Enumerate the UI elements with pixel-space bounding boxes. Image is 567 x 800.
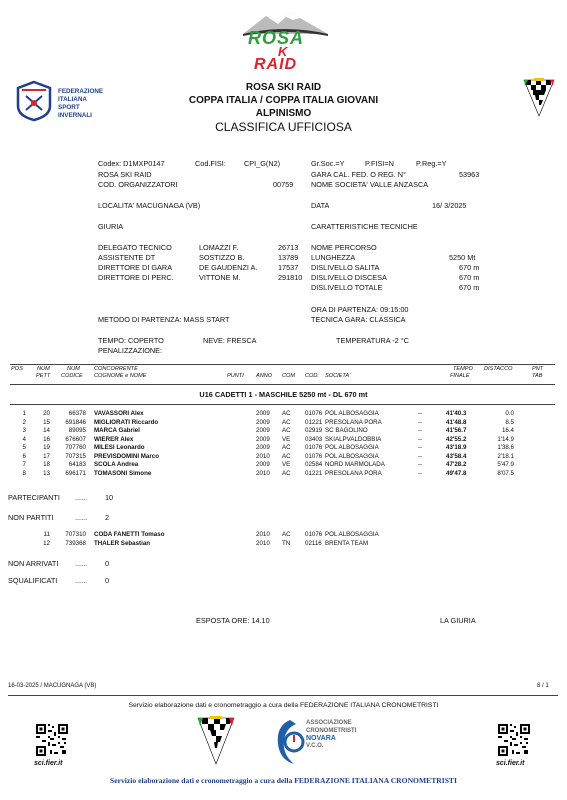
fisi-name-line1: FEDERAZIONE — [58, 88, 104, 95]
official-name: DE GAUDENZI A. — [199, 263, 258, 272]
cell-anno: 2009 — [256, 410, 270, 417]
cell-codice: 66378 — [68, 410, 86, 417]
cell-tempo: 41'40.3 — [446, 410, 467, 417]
cell-pos: 8 — [22, 469, 26, 477]
cell-codice: 89095 — [68, 427, 86, 434]
cell-com: VE — [282, 435, 291, 443]
cell-codice: 691846 — [65, 418, 86, 426]
footer-service-line: Servizio elaborazione dati e cronometraggio a cura della FEDERAZIONE ITALIANA CRONOMETRISTI — [128, 702, 439, 709]
col-tempo-2: FINALE — [450, 373, 470, 379]
cell-distacco: 2'18.1 — [497, 452, 514, 460]
cell-pett: 16 — [43, 435, 50, 443]
official-role: ASSISTENTE DT — [98, 253, 156, 262]
cell-anno: 2009 — [256, 461, 270, 468]
cell-anno: 2010 — [256, 531, 270, 538]
cell-com: AC — [282, 531, 291, 538]
fisi-name-line4: INVERNALI — [58, 112, 92, 119]
cell-distacco: 8.5 — [505, 418, 514, 426]
cell-name: PREVISDOMINI Marco — [94, 452, 159, 460]
col-distacco: DISTACCO — [484, 366, 513, 372]
cell-cod: 02584 — [305, 461, 323, 468]
cell-name: VAVASSORI Alex — [94, 410, 144, 417]
rosa-ski-raid-logo — [238, 6, 333, 76]
cell-name: WIERER Alex — [94, 435, 134, 443]
partecipanti-dots: ...... — [75, 493, 88, 502]
tech-value: 670 m — [459, 283, 480, 292]
cell-pett: 18 — [43, 461, 50, 468]
official-code: 291810 — [278, 273, 303, 282]
col-pnt-1: PNT — [532, 366, 544, 372]
assoc-line2: CRONOMETRISTI — [306, 727, 357, 734]
footer-date-place: 16-03-2025 / MACUGNAGA (VB) — [8, 683, 97, 689]
cell-anno: 2009 — [256, 435, 270, 443]
non-partiti-label: NON PARTITI — [8, 513, 54, 522]
cell-com: TN — [282, 540, 291, 547]
cell-com: AC — [282, 410, 291, 417]
cell-tempo: 49'47.8 — [446, 469, 467, 477]
p-reg: P.Reg.=Y — [416, 159, 447, 168]
cell-com: AC — [282, 427, 291, 434]
cell-cod: 02116 — [305, 540, 322, 547]
cell-distacco: 1'14.9 — [497, 435, 514, 443]
qr-code-right — [496, 722, 532, 758]
squalificati-dots: ...... — [75, 576, 88, 585]
cell-pett: 11 — [43, 531, 50, 538]
non-partiti-value: 2 — [105, 513, 110, 522]
col-pnt-2: TAB — [532, 373, 543, 379]
cell-codice: 707310 — [65, 531, 86, 538]
cell-distacco: 0.0 — [505, 410, 514, 417]
logo-k-text: K — [278, 44, 288, 59]
col-pos: POS — [11, 366, 23, 372]
sci-fier-left: sci.fier.it — [34, 760, 63, 767]
partecipanti-value: 10 — [105, 493, 114, 502]
cell-pos: 1 — [22, 410, 26, 417]
cell-dash: -- — [418, 461, 423, 468]
cell-cod: 03403 — [305, 435, 323, 443]
localita: LOCALITA' MACUGNAGA (VB) — [98, 201, 201, 210]
cell-societa: POL ALBOSAGGIA — [325, 452, 379, 460]
cell-codice: 739368 — [65, 540, 86, 547]
data-value: 16/ 3/2025 — [432, 201, 467, 210]
cell-societa: SC BAGOLINO — [325, 427, 368, 434]
cell-pett: 17 — [43, 452, 50, 460]
table-top-rule — [10, 364, 555, 365]
col-anno: ANNO — [256, 373, 273, 379]
cell-anno: 2010 — [256, 540, 270, 547]
assoc-cronometristi-logo — [272, 716, 372, 766]
cell-name: SCOLA Andrea — [94, 461, 139, 468]
temperatura: TEMPERATURA -2 °C — [336, 336, 409, 345]
nome-societa: NOME SOCIETA' VALLE ANZASCA — [311, 180, 429, 189]
assoc-line4: V.C.O. — [306, 742, 324, 749]
official-role: DELEGATO TECNICO — [98, 243, 172, 252]
cell-cod: 01221 — [305, 469, 323, 477]
la-giuria: LA GIURIA — [440, 616, 476, 625]
cell-cod: 01076 — [305, 452, 323, 460]
partecipanti-label: PARTECIPANTI — [8, 493, 60, 502]
official-code: 17537 — [278, 263, 299, 272]
ora-partenza: ORA DI PARTENZA: 09:15:00 — [311, 305, 409, 314]
cell-distacco: 8'07.5 — [497, 469, 514, 477]
cell-distacco: 5'47.9 — [497, 461, 514, 468]
cell-pos: 5 — [22, 444, 26, 451]
cell-societa: POL ALBOSAGGIA — [325, 531, 379, 538]
cell-cod: 01076 — [305, 531, 323, 538]
cell-societa: POL ALBOSAGGIA — [325, 444, 379, 451]
assoc-line1: ASSOCIAZIONE — [306, 720, 352, 726]
table-row — [0, 419, 567, 427]
cell-codice: 676607 — [65, 435, 86, 443]
cell-pett: 12 — [43, 540, 50, 547]
fisi-name-line2: ITALIANA — [58, 96, 87, 103]
metodo-partenza: METODO DI PARTENZA: MASS START — [98, 315, 230, 324]
col-pett-1: NUM — [37, 366, 50, 372]
tech-label: LUNGHEZZA — [311, 253, 356, 262]
cell-cod: 01221 — [305, 418, 323, 426]
cell-distacco: 16.4 — [501, 427, 514, 434]
non-arrivati-dots: ...... — [75, 559, 88, 568]
official-role: DIRETTORE DI PERC. — [98, 273, 174, 282]
esposta-ore: ESPOSTA ORE: 14.10 — [196, 616, 270, 625]
giuria-label: GIURIA — [98, 222, 124, 231]
col-societa: SOCIETA' — [325, 373, 351, 379]
caratteristiche-label: CARATTERISTICHE TECNICHE — [311, 222, 418, 231]
chequered-flag-icon — [196, 716, 236, 766]
cell-com: AC — [282, 452, 291, 460]
cell-pett: 14 — [43, 427, 50, 434]
tech-value: 670 m — [459, 263, 480, 272]
category-title: U16 CADETTI 1 - MASCHILE 5250 mt - DL 670 mt — [199, 390, 368, 399]
cell-codice: 707315 — [65, 452, 86, 460]
assoc-line3: NOVARA — [306, 735, 336, 742]
neve: NEVE: FRESCA — [203, 336, 257, 345]
col-concorrente-1: CONCORRENTE — [94, 366, 138, 372]
fisi-name-line3: SPORT — [58, 104, 80, 111]
cell-dash: -- — [418, 410, 423, 417]
col-codice-2: CODICE — [61, 373, 83, 379]
data-label: DATA — [311, 201, 330, 210]
col-codice-1: NUM — [67, 366, 80, 372]
table-row — [0, 410, 567, 418]
cell-name: THALER Sebastian — [94, 540, 151, 547]
col-com: COM — [282, 373, 296, 379]
cell-codice: 707760 — [65, 444, 86, 451]
table-row — [0, 436, 567, 444]
cell-tempo: 43'18.9 — [446, 444, 467, 451]
tech-label: DISLIVELLO SALITA — [311, 263, 380, 272]
cell-tempo: 41'48.8 — [446, 418, 467, 426]
col-punti: PUNTI — [227, 373, 244, 379]
ficr-logo-bottom — [196, 716, 236, 766]
logo-raid-text: RAID — [254, 56, 298, 73]
stopwatch-figure-icon — [272, 716, 306, 766]
table-row — [0, 453, 567, 461]
cell-tempo: 47'28.2 — [446, 461, 467, 468]
col-cod: COD. — [305, 373, 319, 379]
gr-soc: Gr.Soc.=Y — [311, 159, 345, 168]
cell-pos: 6 — [22, 452, 26, 460]
discipline-title: ALPINISMO — [255, 108, 312, 119]
cell-dash: -- — [418, 444, 423, 451]
cell-anno: 2009 — [256, 418, 270, 426]
cell-name: MIGLIORATI Riccardo — [94, 418, 159, 426]
table-row — [0, 470, 567, 478]
cod-org-value: 00759 — [273, 180, 294, 189]
cell-codice: 696171 — [65, 469, 86, 477]
cod-fisi-value: CPI_G(N2) — [244, 159, 281, 168]
cell-dash: -- — [418, 469, 423, 477]
cell-pos: 2 — [22, 418, 26, 426]
col-pett-2: PETT — [36, 373, 51, 379]
event-name: ROSA SKI RAID — [98, 170, 152, 179]
gara-cal-value: 53963 — [459, 170, 480, 179]
cell-societa: SKIALPVALDOBBIA — [325, 435, 382, 443]
cell-dash: -- — [418, 435, 423, 443]
official-code: 13789 — [278, 253, 299, 262]
cell-societa: PRESOLANA PORA — [325, 418, 382, 426]
cell-name: TOMASONI Simone — [94, 469, 152, 477]
cell-societa: POL ALBOSAGGIA — [325, 410, 379, 417]
cell-name: CODA FANETTI Tomaso — [94, 531, 165, 538]
cell-pos: 7 — [22, 461, 26, 468]
non-arrivati-value: 0 — [105, 559, 110, 568]
col-tempo-1: TEMPO — [453, 366, 473, 372]
tech-value: 5250 Mt — [449, 253, 476, 262]
gara-cal-label: GARA CAL. FED. O REG. N° — [311, 170, 406, 179]
dns-row — [0, 531, 567, 539]
squalificati-value: 0 — [105, 576, 110, 585]
cell-dash: -- — [418, 418, 423, 426]
cell-com: VE — [282, 461, 291, 468]
official-code: 26713 — [278, 243, 299, 252]
cod-fisi-label: Cod.FISI: — [195, 159, 226, 168]
table-header — [0, 366, 567, 386]
table-header-rule — [10, 384, 555, 385]
competition-title: COPPA ITALIA / COPPA ITALIA GIOVANI — [188, 95, 379, 106]
tech-label: NOME PERCORSO — [311, 243, 377, 252]
cell-pos: 4 — [22, 435, 26, 443]
cell-com: AC — [282, 444, 291, 451]
tech-value: 670 m — [459, 273, 480, 282]
cell-anno: 2010 — [256, 469, 270, 477]
qr-code-icon — [34, 722, 70, 758]
cell-anno: 2009 — [256, 444, 270, 451]
logo-rosa-text: ROSA — [248, 28, 305, 48]
cell-pett: 20 — [43, 410, 50, 417]
cell-pos: 3 — [22, 427, 26, 434]
footer-rule — [8, 695, 558, 696]
codex: Codex: D1MXP0147 — [98, 159, 165, 168]
sci-fier-right: sci.fier.it — [496, 760, 525, 767]
cell-tempo: 41'56.7 — [446, 427, 467, 434]
tech-label: DISLIVELLO DISCESA — [311, 273, 387, 282]
squalificati-label: SQUALIFICATI — [8, 576, 58, 585]
cell-anno: 2010 — [256, 452, 270, 460]
cell-pett: 15 — [43, 418, 50, 426]
p-fisi: P.FISI=N — [365, 159, 394, 168]
table-row — [0, 427, 567, 435]
cell-tempo: 42'55.2 — [446, 435, 467, 443]
table-row — [0, 461, 567, 469]
official-name: LOMAZZI F. — [199, 243, 239, 252]
tech-label: DISLIVELLO TOTALE — [311, 283, 383, 292]
non-arrivati-label: NON ARRIVATI — [8, 559, 59, 568]
cell-tempo: 43'58.4 — [446, 452, 467, 460]
cell-com: AC — [282, 469, 291, 477]
cell-cod: 02919 — [305, 427, 323, 434]
cell-societa: BRENTA TEAM — [325, 540, 369, 547]
penalizzazione: PENALIZZAZIONE: — [98, 346, 163, 355]
cell-cod: 01076 — [305, 444, 323, 451]
event-title: ROSA SKI RAID — [245, 82, 322, 93]
tempo-meteo: TEMPO: COPERTO — [98, 336, 164, 345]
cell-com: AC — [282, 418, 291, 426]
footer-page: 8 / 1 — [537, 683, 549, 689]
qr-code-left — [34, 722, 70, 758]
category-rule — [10, 404, 555, 405]
dns-row — [0, 540, 567, 548]
cell-codice: 64183 — [68, 461, 86, 468]
cell-anno: 2009 — [256, 427, 270, 434]
footer-bottom-line: Servizio elaborazione dati e cronometraggio a cura della FEDERAZIONE ITALIANA CRONOMETRISTI — [110, 776, 457, 785]
cell-cod: 01076 — [305, 410, 323, 417]
cell-pett: 19 — [43, 444, 50, 451]
qr-code-icon — [496, 722, 532, 758]
cell-pett: 13 — [43, 469, 50, 477]
cell-distacco: 1'38.6 — [497, 444, 514, 451]
cod-org-label: COD. ORGANIZZATORI — [98, 180, 178, 189]
cell-dash: -- — [418, 452, 423, 460]
official-role: DIRETTORE DI GARA — [98, 263, 173, 272]
cell-dash: -- — [418, 427, 423, 434]
official-name: VITTONE M. — [199, 273, 241, 282]
classifica-title: CLASSIFICA UFFICIOSA — [215, 120, 352, 134]
non-partiti-dots: ...... — [75, 513, 88, 522]
table-row — [0, 444, 567, 452]
cell-name: MARCA Gabriel — [94, 427, 140, 434]
col-concorrente-2: COGNOME e NOME — [94, 373, 147, 379]
tecnica-gara: TECNICA GARA: CLASSICA — [311, 315, 406, 324]
official-name: SOSTIZZO B. — [199, 253, 245, 262]
cell-societa: PRESOLANA PORA — [325, 469, 382, 477]
cell-name: MILESI Leonardo — [94, 444, 145, 451]
cell-societa: NORD MARMOLADA — [325, 461, 385, 468]
